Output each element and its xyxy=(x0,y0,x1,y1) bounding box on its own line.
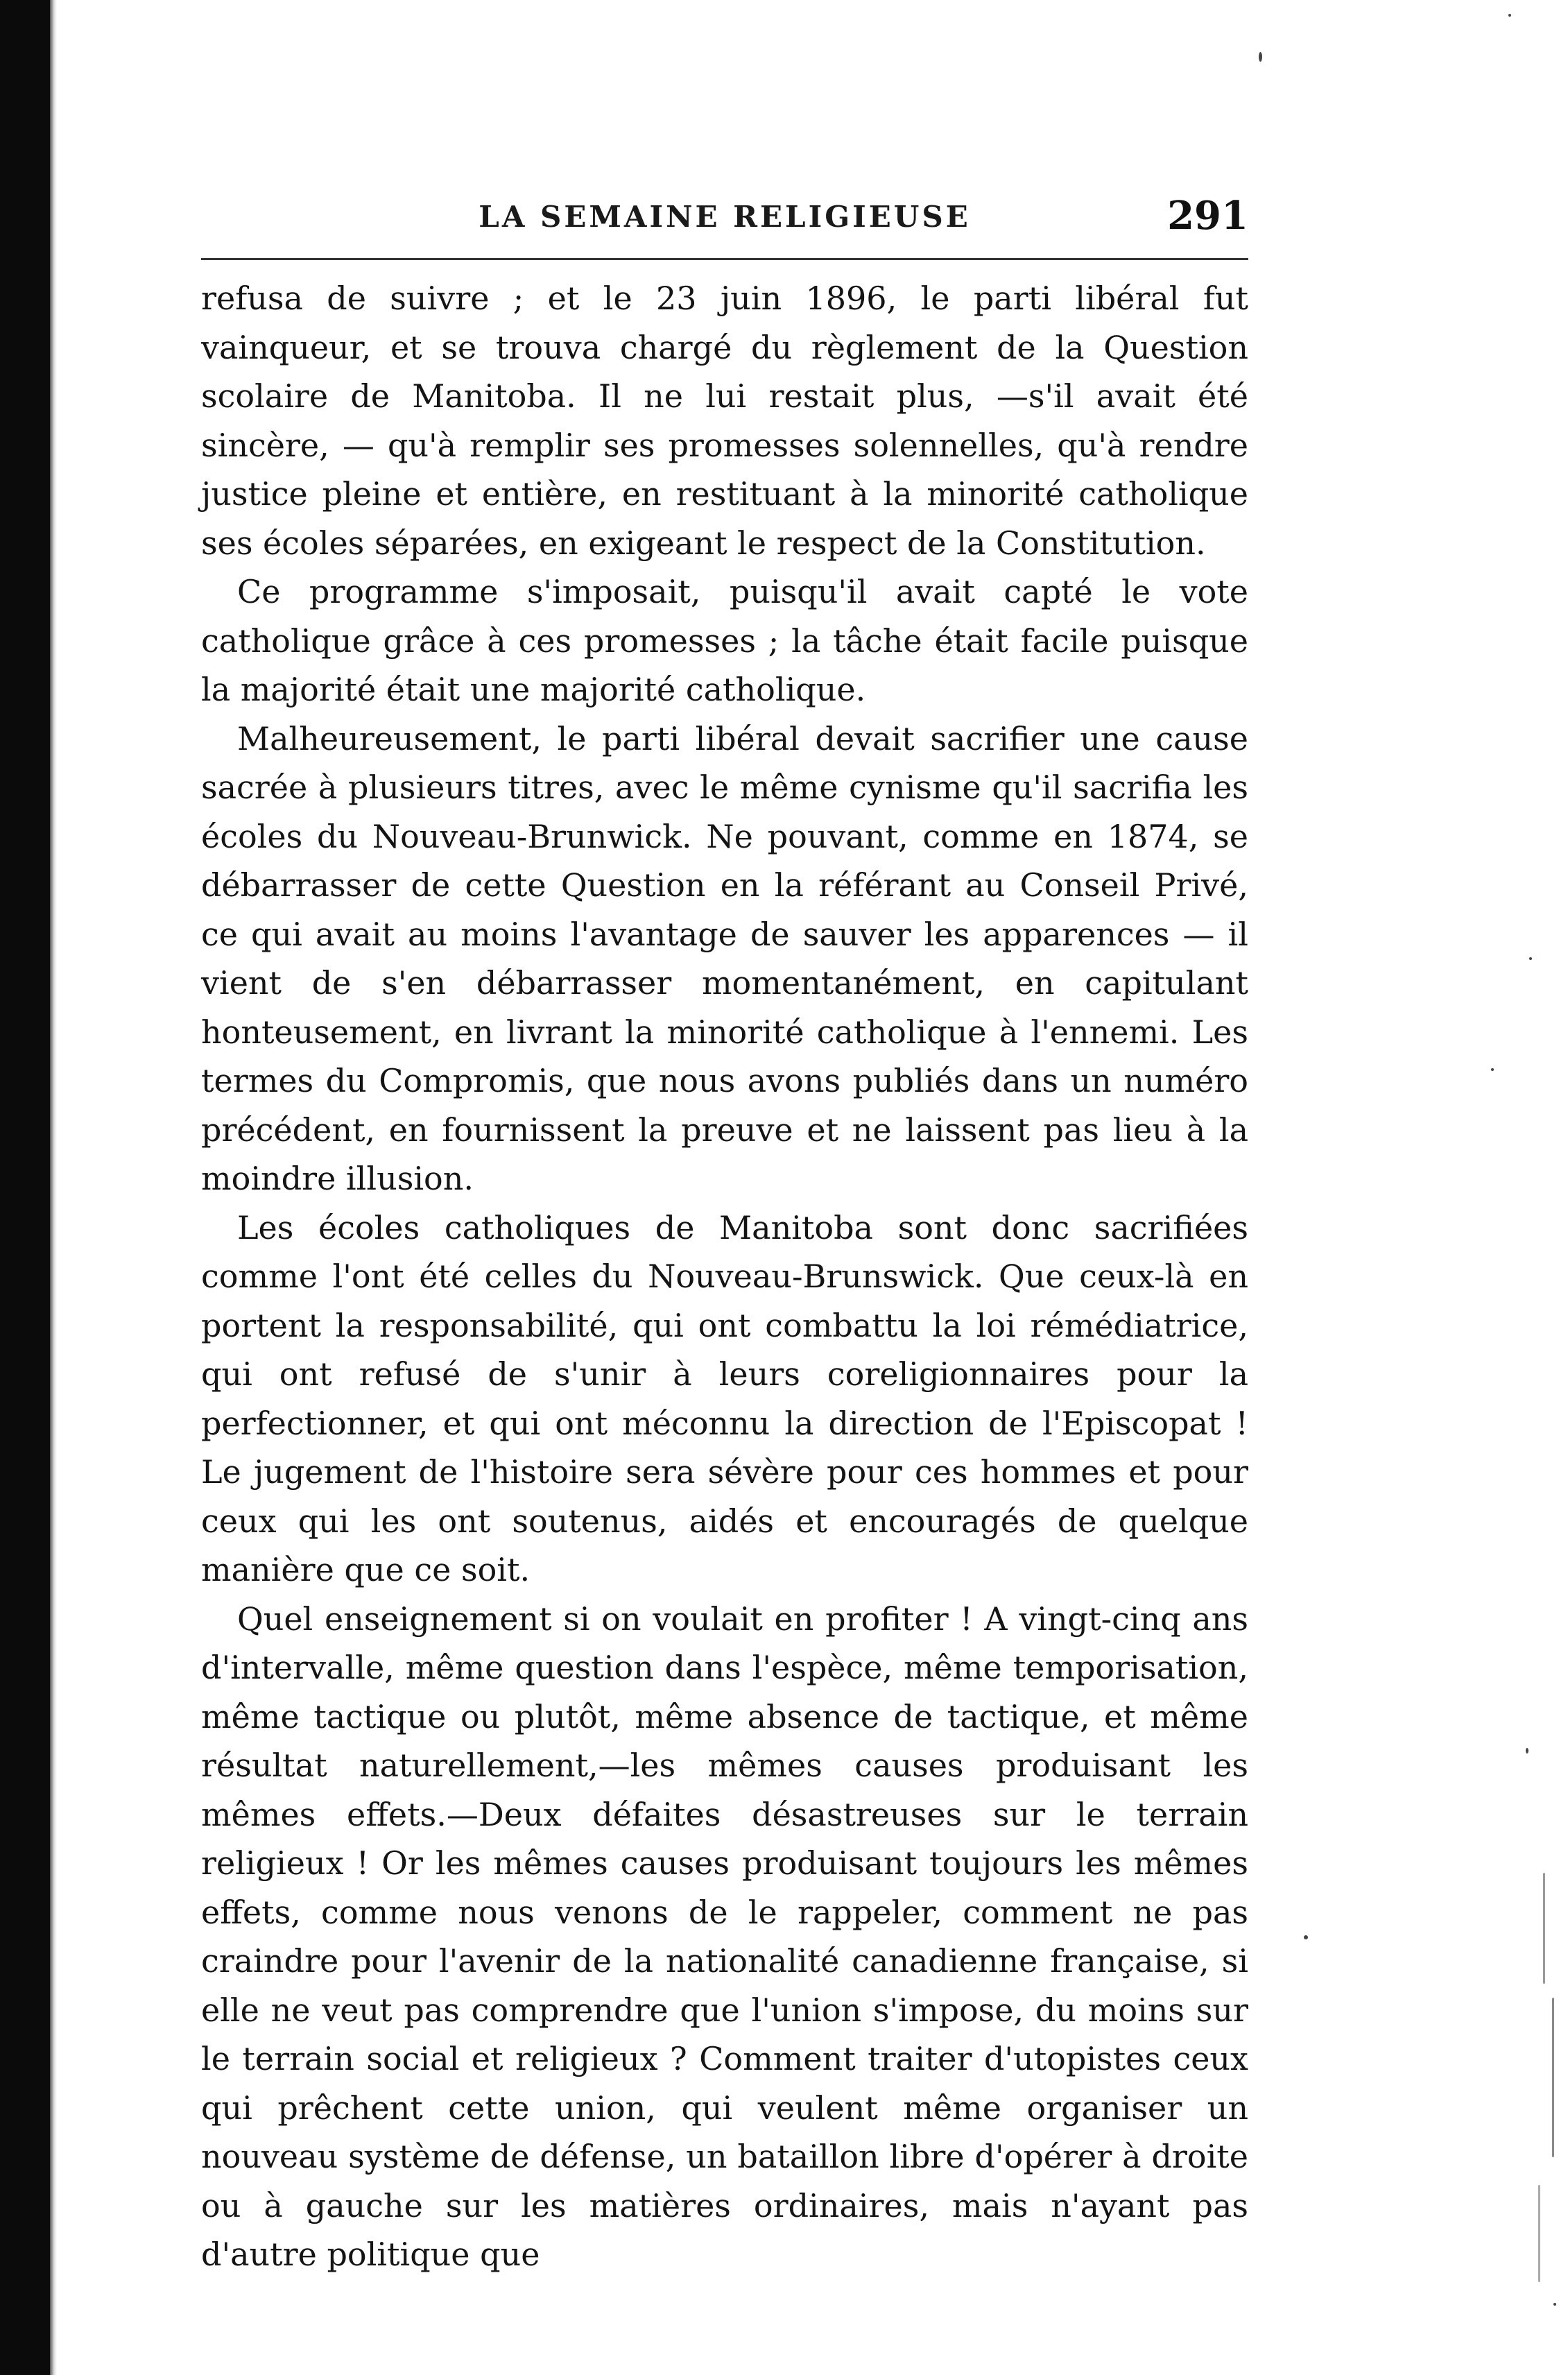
binding-edge xyxy=(50,0,57,2375)
paragraph-1: refusa de suivre ; et le 23 juin 1896, le parti libéral fut vainqueur, et se trouva chargé du règlement de la Question scolaire de Manitoba. Il ne lui restait plus, —s'il avait été sincère, — qu'à remplir ses promesses solennelles, qu'à rendre justice pleine et entière, en restituant à la minorité catholique ses écoles séparées, en exigeant le respect de la Constitution. xyxy=(201,280,1248,562)
binding-shadow xyxy=(0,0,50,2375)
page-number: 291 xyxy=(1167,193,1248,239)
scan-speck xyxy=(1304,1935,1308,1939)
scan-speck xyxy=(1553,2303,1556,2306)
scan-speck xyxy=(1538,2185,1540,2282)
scan-speck xyxy=(1529,957,1532,960)
running-title: LA SEMAINE RELIGIEUSE xyxy=(479,200,971,234)
body-text xyxy=(201,274,1248,2279)
header-rule xyxy=(201,258,1248,260)
paragraph-2: Ce programme s'imposait, puisqu'il avait capté le vote catholique grâce à ces promesses ; la tâche était facile puisque la majorité était une majorité catholique. xyxy=(201,573,1248,708)
paragraph-3: Malheureusement, le parti libéral devait sacrifier une cause sacrée à plusieurs titres, avec le même cynisme qu'il sacrifia les écoles du Nouveau-Brunwick. Ne pouvant, comme en 1874, se débarrasser de cette Question en la référant au Conseil Privé, ce qui avait au moins l'avantage de sauver les apparences — il vient de s'en débarrasser momentanément, en capitulant honteusement, en livrant la minorité catholique à l'ennemi. Les termes du Compromis, que nous avons publiés dans un numéro précédent, en fournissent la preuve et ne laissent pas lieu à la moindre illusion. xyxy=(201,719,1248,1197)
scan-speck xyxy=(1508,14,1511,17)
running-header xyxy=(201,187,1248,250)
scan-speck xyxy=(1552,1998,1554,2157)
scan-speck xyxy=(1491,1068,1494,1071)
scan-speck xyxy=(1526,1748,1528,1754)
scan-speck xyxy=(1543,1873,1545,1984)
scan-speck xyxy=(1259,52,1262,62)
paragraph-5: Quel enseignement si on voulait en profiter ! A vingt-cinq ans d'intervalle, même question dans l'espèce, même temporisation, même tactique ou plutôt, même absence de tactique, et même résultat naturellement,—les mêmes causes produisant les mêmes effets.—Deux défaites désastreuses sur le terrain religieux ! Or les mêmes causes produisant toujours les mêmes effets, comme nous venons de le rappeler, comment ne pas craindre pour l'avenir de la nationalité canadienne française, si elle ne veut pas comprendre que l'union s'impose, du moins sur le terrain social et religieux ? Comment traiter d'utopistes ceux qui prêchent cette union, qui veulent même organiser un nouveau système de défense, un bataillon libre d'opérer à droite ou à gauche sur les matières ordinaires, mais n'ayant pas d'autre politique que xyxy=(201,1600,1248,2273)
paragraph-4: Les écoles catholiques de Manitoba sont donc sacrifiées comme l'ont été celles du Nouveau-Brunswick. Que ceux-là en portent la responsabilité, qui ont combattu la loi rémédiatrice, qui ont refusé de s'unir à leurs coreligionnaires pour la perfectionner, et qui ont méconnu la direction de l'Episcopat ! Le jugement de l'histoire sera sévère pour ces hommes et pour ceux qui les ont soutenus, aidés et encouragés de quelque manière que ce soit. xyxy=(201,1208,1248,1588)
